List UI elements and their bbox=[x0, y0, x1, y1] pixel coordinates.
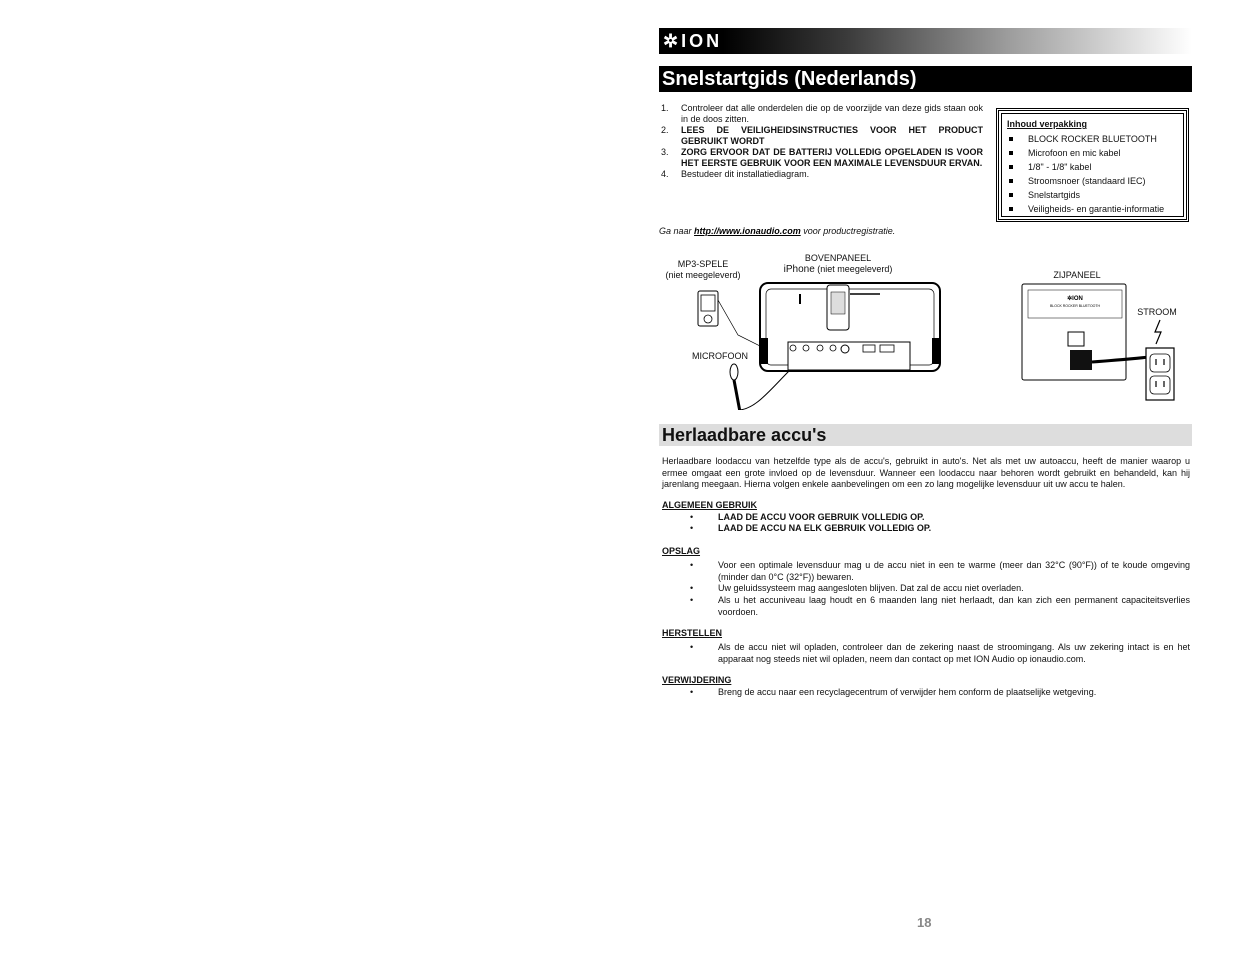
bullet-item: • Uw geluidssysteem mag aangesloten blijven. Dat zal de accu niet overladen. bbox=[690, 583, 1024, 593]
disposal-heading: VERWIJDERING bbox=[662, 675, 732, 685]
mp3-player-icon bbox=[698, 291, 718, 326]
top-panel-label: BOVENPANEEL iPhone (niet meegeleverd) bbox=[783, 253, 893, 275]
box-item: Snelstartgids bbox=[1007, 188, 1164, 202]
box-item: BLOCK ROCKER BLUETOOTH bbox=[1007, 132, 1164, 146]
steps-list bbox=[661, 103, 983, 180]
bullet-item: • Als de accu niet wil opladen, controleer dan de zekering naast de stroomingang. Als uw zekering intact is en het apparaat nog steeds niet wil opladen, neem dan contact op met ION Audio op ionaudio.com. bbox=[690, 642, 1190, 664]
section-title: Herlaadbare accu's bbox=[662, 425, 827, 445]
setup-diagram bbox=[690, 280, 1190, 410]
bullet-item: • LAAD DE ACCU VOOR GEBRUIK VOLLEDIG OP. bbox=[690, 512, 925, 522]
brand-bar bbox=[659, 28, 1192, 54]
page-number: 18 bbox=[917, 915, 932, 930]
lightning-icon bbox=[1155, 320, 1161, 344]
box-item: Veiligheids- en garantie-informatie bbox=[1007, 202, 1164, 216]
side-panel-icon bbox=[1022, 284, 1126, 380]
registration-note: Ga naar http://www.ionaudio.com voor productregistratie. bbox=[659, 226, 896, 236]
ion-logo: ✲ION bbox=[663, 31, 723, 51]
mic-label: MICROFOON bbox=[692, 351, 748, 361]
page-title-bar bbox=[659, 66, 1192, 92]
general-use-heading: ALGEMEEN GEBRUIK bbox=[662, 500, 758, 510]
svg-text:✲ION: ✲ION bbox=[1067, 296, 1083, 302]
mp3-label: MP3-SPELE (niet meegeleverd) bbox=[665, 259, 741, 280]
svg-text:BLOCK ROCKER BLUETOOTH: BLOCK ROCKER BLUETOOTH bbox=[1049, 304, 1101, 308]
step-item: 4. Bestudeer dit installatiediagram. bbox=[661, 169, 810, 179]
box-item: Microfoon en mic kabel bbox=[1007, 146, 1164, 160]
step-item: 3. ZORG ERVOOR DAT DE BATTERIJ VOLLEDIG OPGELADEN IS VOOR HET EERSTE GEBRUIK VOOR EEN MAXIMALE LEVENSDUUR ERVAN. bbox=[661, 147, 983, 168]
power-outlet-icon bbox=[1146, 348, 1174, 400]
power-label: STROOM bbox=[1137, 307, 1177, 317]
box-item: 1/8" - 1/8" kabel bbox=[1007, 160, 1164, 174]
package-contents-box bbox=[996, 108, 1189, 222]
bullet-item: • Voor een optimale levensduur mag u de accu niet in een te warme (meer dan 32°C (90°F)) of te koude omgeving (minder dan 0°C (32°F)) bewaren. bbox=[690, 560, 1190, 582]
bullet-item: • LAAD DE ACCU NA ELK GEBRUIK VOLLEDIG OP. bbox=[690, 523, 932, 533]
speaker-unit-icon bbox=[760, 283, 940, 371]
reset-heading: HERSTELLEN bbox=[662, 628, 723, 638]
step-item: 2. LEES DE VEILIGHEIDSINSTRUCTIES VOOR HET PRODUCT GEBRUIKT WORDT bbox=[661, 125, 983, 146]
step-item: 1. Controleer dat alle onderdelen die op de voorzijde van deze gids staan ook in de doos zitten. bbox=[661, 103, 983, 124]
page-title: Snelstartgids (Nederlands) bbox=[662, 68, 917, 90]
box-item: Stroomsnoer (standaard IEC) bbox=[1007, 174, 1164, 188]
bullet-item: • Breng de accu naar een recyclagecentrum of verwijder hem conform de plaatselijke wetgeving. bbox=[690, 687, 1097, 697]
section-title-bar bbox=[659, 424, 1192, 446]
intro-paragraph: Herlaadbare loodaccu van hetzelfde type als de accu's, gebruikt in auto's. Net als met uw autoaccu, heeft de manier waarop u ermee omgaat een grote invloed op de levensduur. Wanneer een loodaccu naar behoren wordt gebruikt en behandeld, kan hij jarenlang meegaan. Hierna volgen enkele aanbevelingen om een zo lang mogelijke levensduur uit uw accu te halen. bbox=[662, 456, 1190, 489]
bullet-item: • Als u het accuniveau laag houdt en 6 maanden lang niet herlaadt, dan kan zich een permanent capaciteitsverlies voordoen. bbox=[690, 595, 1190, 617]
box-title: Inhoud verpakking bbox=[1007, 119, 1088, 129]
side-panel-label: ZIJPANEEL bbox=[1053, 270, 1101, 280]
registration-link[interactable]: http://www.ionaudio.com bbox=[694, 226, 801, 236]
storage-heading: OPSLAG bbox=[662, 546, 701, 556]
